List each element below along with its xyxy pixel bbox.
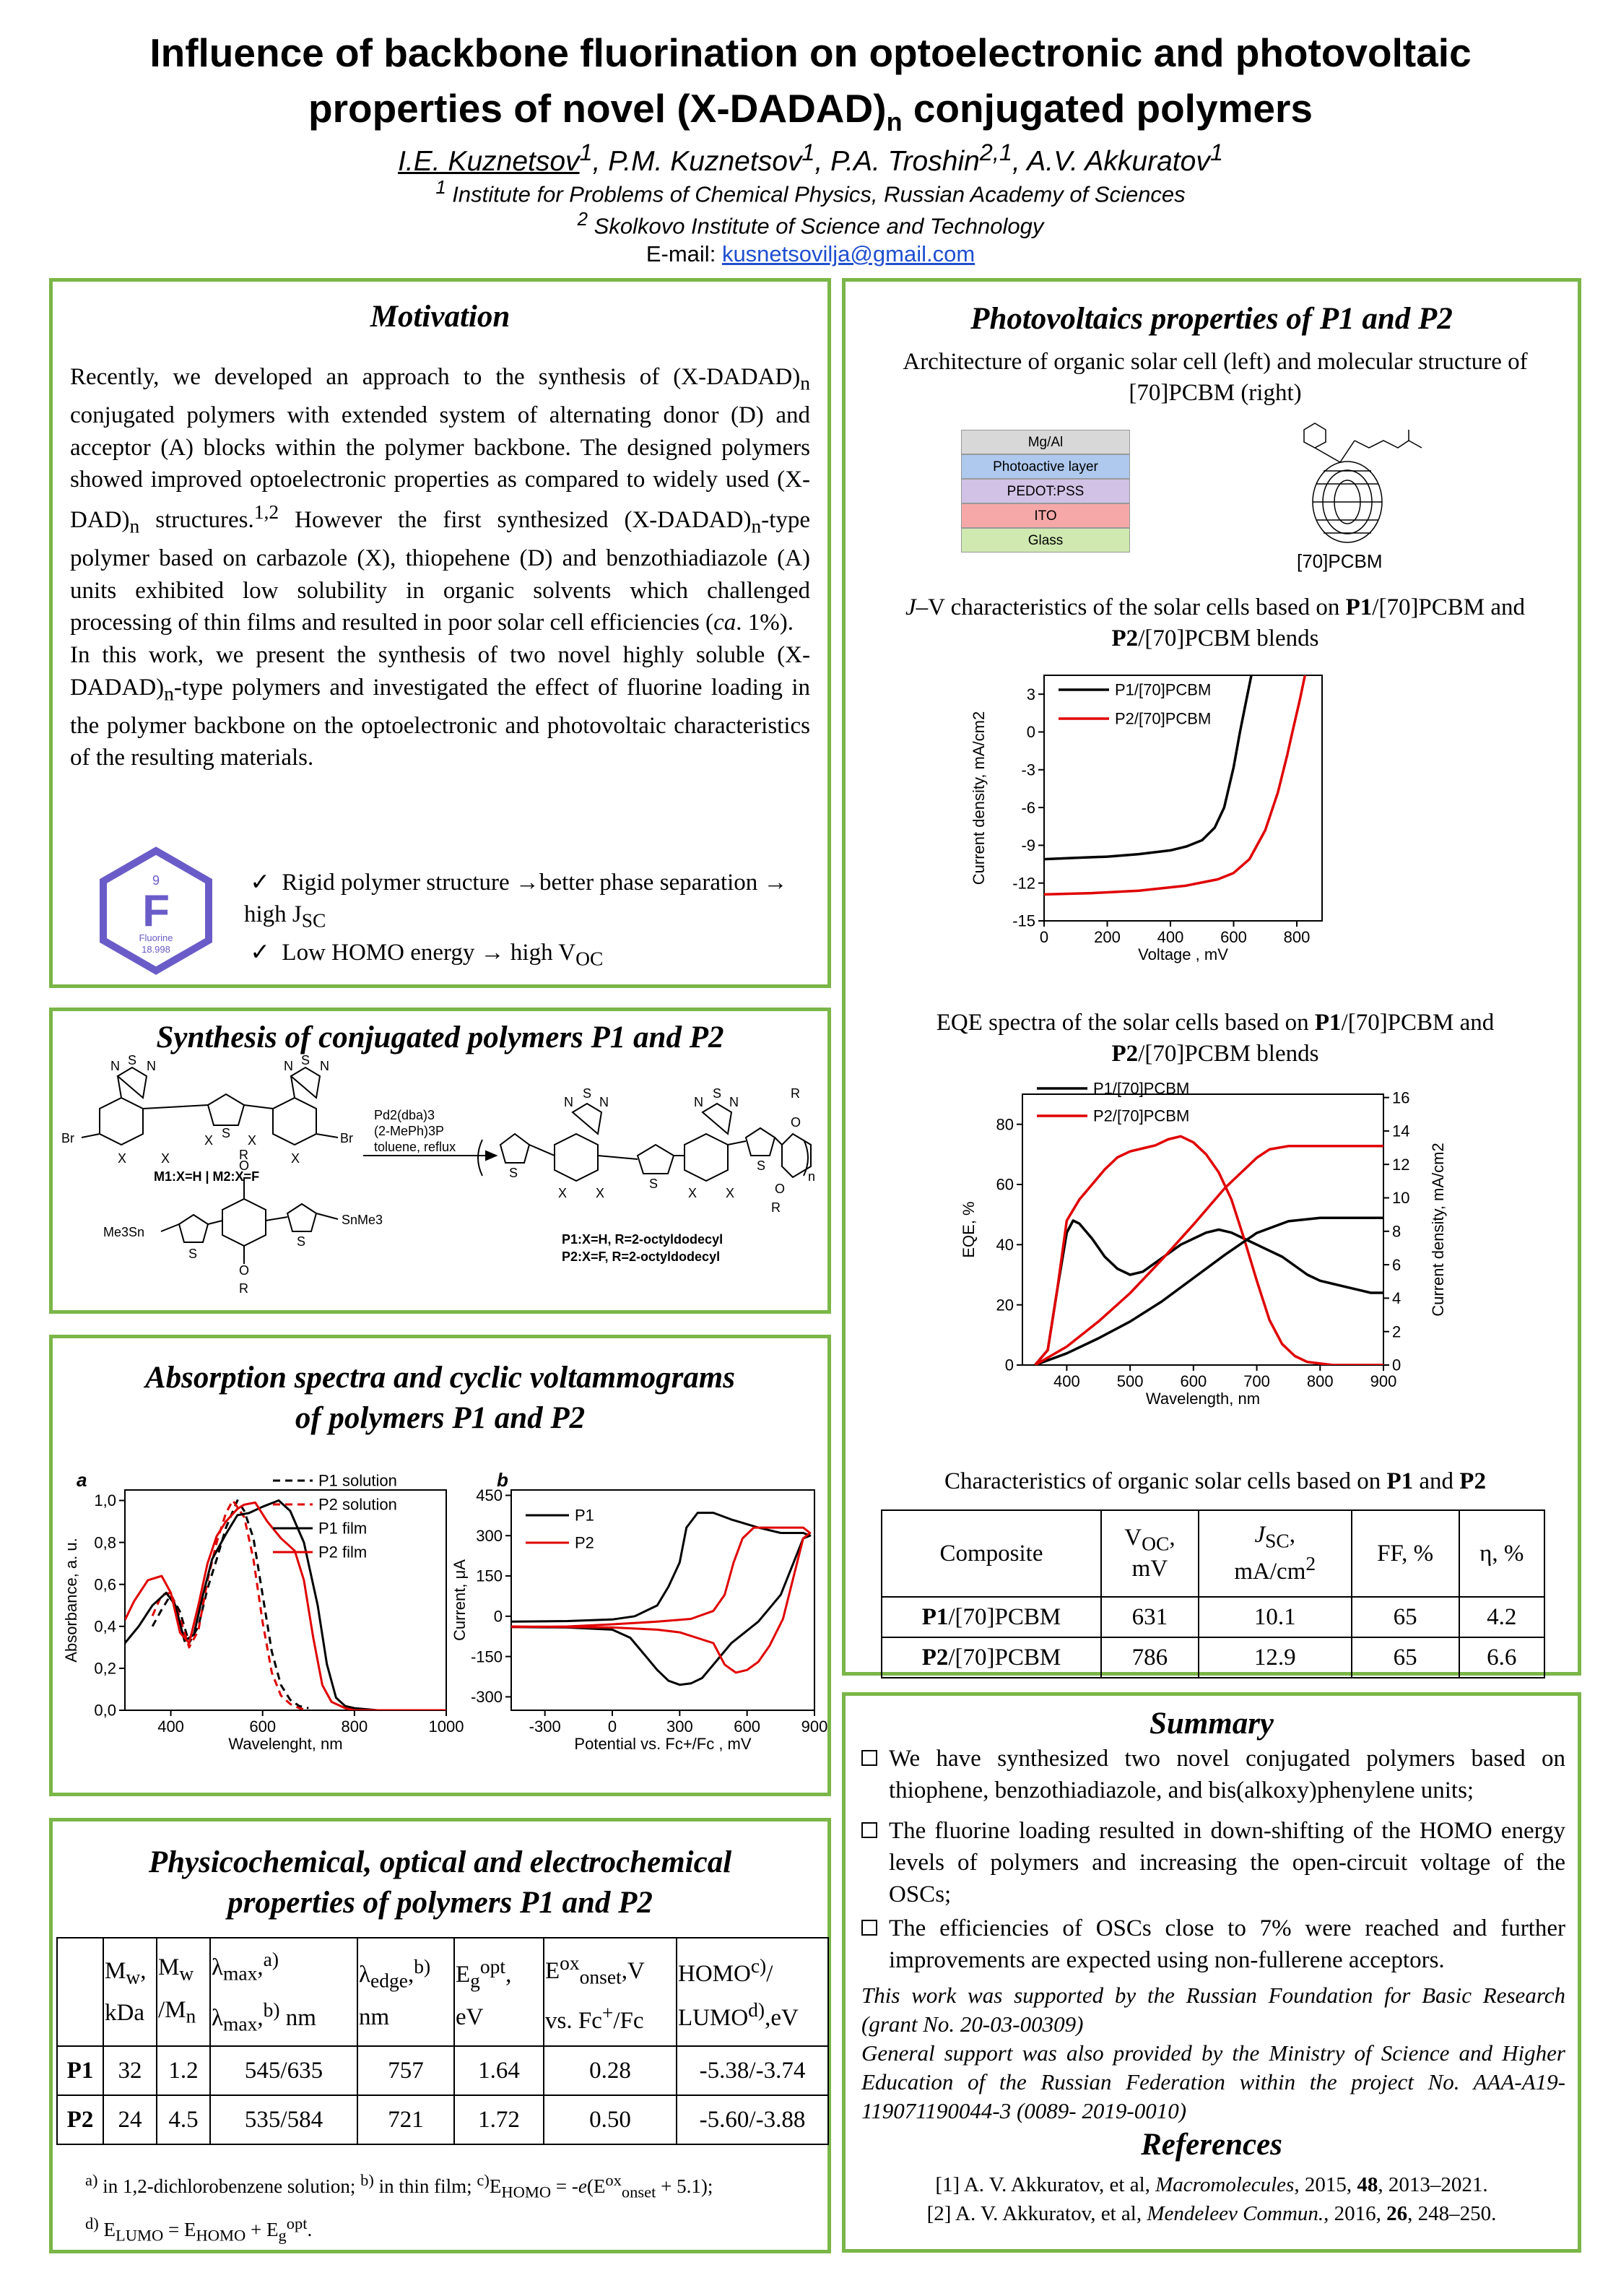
svg-text:S: S (128, 1053, 137, 1067)
svg-text:X: X (248, 1133, 257, 1148)
legend-label: P1/[70]PCBM (1115, 680, 1212, 699)
summary-title: Summary (1149, 1707, 1274, 1741)
cv-chart (453, 1465, 829, 1790)
series-line-3 (1035, 1146, 1384, 1365)
affiliation-2: $^2$ Skolkovo Institute of Science and Technology (577, 209, 1044, 239)
synthesis-panel (49, 1008, 831, 1314)
device-layer: Mg/Al (961, 430, 1130, 454)
summary-item-2: The fluorine loading resulted in down-shifting of the HOMO energy levels of polymers and increasing the open-circuit voltage of the OSCs; (861, 1815, 1565, 1910)
x-tick-label: 900 (1370, 1372, 1397, 1390)
svg-text:X: X (688, 1186, 697, 1200)
svg-text:O: O (239, 1158, 250, 1173)
motivation-title: Motivation (370, 300, 510, 334)
summary-bullet-icon (861, 1822, 877, 1838)
svg-text:toluene, reflux: toluene, reflux (374, 1140, 456, 1154)
svg-text:M1:X=H | M2:X=F: M1:X=H | M2:X=F (154, 1169, 260, 1184)
physchem-row-p2: P2 24 4.5 535/584 721 1.72 0.50 -5.60/-3.88 (57, 2095, 828, 2144)
svg-text:Br: Br (340, 1131, 353, 1145)
y2-tick-label: 2 (1392, 1322, 1401, 1341)
y-tick-label: 0 (1004, 1356, 1014, 1374)
svg-text:P2:X=F, R=2-octyldodecyl: P2:X=F, R=2-octyldodecyl (562, 1249, 721, 1264)
x-tick-label: 400 (1053, 1372, 1080, 1390)
x-tick-label: 800 (1306, 1372, 1334, 1390)
absorption-title-line1: Absorption spectra and cyclic voltammograms (145, 1361, 735, 1395)
svg-text:F: F (142, 886, 170, 936)
svg-text:N: N (729, 1095, 739, 1109)
y-tick-label: 0,4 (94, 1617, 116, 1636)
x-axis-label: Potential vs. Fc+/Fc , mV (574, 1735, 752, 1754)
pcbm-label: [70]PCBM (1297, 550, 1383, 572)
y2-tick-label: 14 (1392, 1122, 1410, 1140)
y-tick-label: 450 (476, 1486, 503, 1505)
series-line-0 (511, 1513, 810, 1685)
summary-bullet-icon (861, 1920, 877, 1936)
summary-bullet-icon (861, 1750, 877, 1766)
physchem-footnotes: $^{a)}$ in 1,2-dichlorobenzene solution; $^{b)}$ in thin film; $^{c)}E_{HOMO} = -e(E^{ox}_{onset} + 5.1)$; $^{d)}$ $E_{LUMO} = E_{HOMO} + E_g^{opt}$. (85, 2171, 713, 2245)
legend-label: P2 (575, 1533, 594, 1552)
svg-text:X: X (596, 1186, 605, 1200)
svg-text:X: X (118, 1151, 127, 1166)
y2-tick-label: 8 (1392, 1222, 1401, 1241)
x-tick-label: -300 (529, 1717, 561, 1736)
svg-text:N: N (694, 1095, 703, 1109)
y-tick-label: 0,0 (94, 1701, 116, 1720)
y-tick-label: -150 (470, 1647, 503, 1666)
svg-text:R: R (791, 1086, 800, 1101)
svg-text:Br: Br (61, 1131, 74, 1145)
poster-title-line1: Influence of backbone fluorination on optoelectronic and photovoltaic (149, 30, 1472, 75)
y-tick-label: -12 (1012, 874, 1035, 893)
authors: I.E. Kuznetsov$^1$, P.M. Kuznetsov$^1$, P.A. Troshin$^{2,1}$, A.V. Akkuratov$^1$ (398, 139, 1223, 177)
svg-text:R: R (239, 1148, 248, 1162)
y-tick-label: -300 (470, 1688, 503, 1707)
y-tick-label: 0 (1026, 723, 1035, 742)
plot-frame (1022, 1094, 1383, 1365)
x-tick-label: 600 (1220, 928, 1247, 946)
y-tick-label: 60 (996, 1175, 1014, 1194)
synthesis-scheme (53, 1054, 827, 1314)
synthesis-title: Synthesis of conjugated polymers P1 and P2 (156, 1021, 724, 1054)
eqe-chart (954, 1073, 1452, 1419)
summary-item-3: The efficiencies of OSCs close to 7% were reached and further improvements are expected using non-fullerene acceptors. (861, 1912, 1565, 1976)
pv-row-p2: P2/[70]PCBM 786 12.9 65 6.6 (882, 1637, 1544, 1678)
svg-text:R: R (239, 1281, 248, 1296)
legend-label: P2 film (318, 1543, 368, 1561)
email-link[interactable]: kusnetsovilja@gmail.com (721, 241, 975, 267)
poster-title-line2: properties of novel $(X-DADAD)_n$ conjugated polymers (308, 86, 1313, 137)
author-name: P.A. Troshin (830, 146, 980, 177)
affiliation-1: $^1$ Institute for Problems of Chemical Physics, Russian Academy of Sciences (435, 178, 1186, 207)
y-tick-label: -6 (1021, 798, 1035, 817)
svg-text:O: O (791, 1115, 801, 1130)
author-affiliation-mark: 1 (579, 139, 593, 165)
author-name: P.M. Kuznetsov (608, 146, 802, 177)
x-axis-label: Wavelength, nm (1145, 1390, 1261, 1408)
y-axis-label: Absorbance, a. u. (62, 1538, 80, 1663)
svg-text:N: N (599, 1095, 609, 1109)
svg-text:O: O (239, 1263, 250, 1278)
x-tick-label: 300 (666, 1717, 693, 1736)
author-affiliation-mark: 1 (1209, 139, 1223, 165)
motivation-panel (49, 278, 831, 988)
y2-tick-label: 16 (1392, 1088, 1410, 1107)
y2-tick-label: 0 (1392, 1356, 1401, 1374)
x-tick-label: 900 (801, 1717, 828, 1736)
y-tick-label: 300 (476, 1526, 503, 1545)
physchem-row-p1: P1 32 1.2 545/635 757 1.64 0.28 -5.38/-3.74 (57, 2046, 828, 2095)
svg-text:18.998: 18.998 (142, 944, 170, 955)
y-axis-label: Current density, mA/cm2 (970, 711, 988, 885)
svg-text:S: S (509, 1166, 518, 1180)
email-line: E-mail: kusnetsovilja@gmail.com (646, 241, 975, 267)
pv-title: Photovoltaics properties of P1 and P2 (970, 302, 1453, 336)
svg-text:X: X (204, 1133, 214, 1148)
pv-table-caption: Characteristics of organic solar cells based on P1 and P2 (944, 1468, 1486, 1494)
jv-caption: J–V characteristics of the solar cells based on P1/[70]PCBM and P2/[70]PCBM blends (905, 594, 1526, 651)
physchem-title-line2: properties of polymers P1 and P2 (227, 1886, 653, 1920)
svg-text:S: S (713, 1086, 722, 1101)
y2-axis-label: Current density, mA/cm2 (1429, 1143, 1447, 1317)
y-axis-label: Current, μA (451, 1559, 469, 1641)
device-layer: ITO (961, 503, 1130, 528)
series-line-2 (1035, 1218, 1384, 1365)
svg-text:S: S (649, 1177, 659, 1191)
pv-row-p1: P1/[70]PCBM 631 10.1 65 4.2 (882, 1597, 1544, 1637)
y-tick-label: 150 (476, 1567, 503, 1585)
svg-text:n: n (808, 1169, 816, 1184)
x-tick-label: 700 (1243, 1372, 1270, 1390)
y2-tick-label: 12 (1392, 1155, 1410, 1174)
physchem-title-line1: Physicochemical, optical and electrochemical (148, 1845, 732, 1879)
series-line-0 (1044, 631, 1259, 859)
summary-item-1: We have synthesized two novel conjugated polymers based on thiophene, benzothiadiazole, and bis(alkoxy)phenylene units; (861, 1743, 1565, 1806)
svg-text:S: S (583, 1086, 592, 1101)
author-affiliation-mark: 1 (801, 139, 815, 165)
x-axis-label: Voltage , mV (1138, 945, 1228, 964)
svg-text:S: S (297, 1234, 306, 1249)
advantage-1: ✓ Rigid polymer structure →better phase separation → high $J_{SC}$ (244, 870, 788, 932)
legend-label: P1 film (318, 1519, 368, 1538)
physchem-panel (49, 1818, 831, 2253)
legend-label: P1 solution (318, 1471, 397, 1490)
motivation-text: Recently, we developed an approach to the synthesis of $(X-DADAD)_n$ conjugated polymers with extended system of alternating donor (D) and acceptor (A) blocks within the polymer backbone. The designed polymers showed improved optoelectronic properties as compared to widely used $(X-DAD)_n$ structures.$^{1,2}$ However the first synthesized $(X-DADAD)_n$-type polymer based on carbazole (X), thiopehene (D) and benzothiadiazole (A) units exhibited low solubility in organic solvents which challenged processing of thin films and resulted in poor solar cell efficiencies (ca. 1%). In this work, we present the synthesis of two novel highly soluble $(X-DADAD)_n$-type polymers and investigated the effect of fluorine loading in the polymer backbone on the optoelectronic and photovoltaic characteristics of the resulting materials. (70, 364, 811, 771)
device-layer: Glass (961, 528, 1130, 553)
x-tick-label: 800 (341, 1717, 368, 1736)
svg-text:(2-MePh)3P: (2-MePh)3P (374, 1124, 445, 1138)
reference-2: [2] A. V. Akkuratov, et al, Mendeleev Commun., 2016, 26, 248–250. (926, 2202, 1497, 2225)
x-tick-label: 600 (1180, 1372, 1207, 1390)
device-layer: PEDOT:PSS (961, 479, 1130, 503)
references-title: References (1141, 2128, 1282, 2162)
svg-text:9: 9 (152, 873, 160, 888)
svg-text:N: N (147, 1059, 156, 1073)
y-tick-label: 0 (493, 1607, 503, 1626)
svg-text:S: S (301, 1053, 310, 1067)
legend-label: P2 solution (318, 1495, 397, 1514)
pv-table: Composite $V_{OC}$, mV $J_{SC}$, $mA/cm^2$ FF, % η, % P1/[70]PCBM 631 10.1 65 4.2 P2/[70]PCBM 786 12.9 65 6.6 (881, 1509, 1545, 1678)
svg-text:R: R (771, 1200, 781, 1215)
author-name: I.E. Kuznetsov (398, 146, 580, 177)
y-tick-label: 0,2 (94, 1659, 116, 1678)
acknowledgement-1: This work was supported by the Russian Foundation for Basic Research (grant No. 20-03-00309) (861, 1983, 1565, 2037)
svg-text:Fluorine: Fluorine (139, 932, 173, 943)
panel-label: b (497, 1469, 508, 1491)
absorption-panel (49, 1335, 831, 1796)
y-tick-label: -9 (1021, 836, 1035, 855)
x-tick-label: 800 (1283, 928, 1311, 946)
y-tick-label: 0,8 (94, 1533, 116, 1552)
y-tick-label: 40 (996, 1236, 1014, 1255)
y2-tick-label: 6 (1392, 1255, 1401, 1274)
svg-text:S: S (222, 1126, 231, 1140)
physchem-table: $M_w$, kDa $M_w$ $/M_n$ $\lambda_{max},^{a)}$ $\lambda_{max},^{b)}$ nm $\lambda_{edge},^{b)}$ nm $E_g^{opt}$, eV $E^{ox}_{onset},V$ vs. Fc+/Fc HOMO$^{c)}$/ LUMO$^{d)}$,eV P1 32 1.2 545/635 757 1.64 0.28 -5.38/-3.74 P2 24 4.5 535/584 721 1.72 0.50 -5.60/-3.88 (56, 1937, 829, 2145)
acknowledgement-2: General support was also provided by the Ministry of Science and Higher Education of the Russian Federation within the project No. AAA-A19-119071190044-3 (0089- 2019-0010) (861, 2040, 1565, 2123)
svg-text:SnMe3: SnMe3 (342, 1213, 383, 1227)
svg-text:N: N (320, 1059, 329, 1073)
svg-text:Me3Sn: Me3Sn (103, 1225, 145, 1239)
y-tick-label: 1,0 (94, 1491, 116, 1510)
advantage-2: ✓ Low HOMO energy → high $V_{OC}$ (250, 939, 604, 970)
svg-text:X: X (558, 1186, 568, 1200)
svg-text:S: S (757, 1158, 766, 1173)
photovoltaics-panel (842, 278, 1581, 1676)
advantages-list (244, 867, 793, 974)
x-tick-label: 1000 (428, 1717, 464, 1736)
author-affiliation-mark: 2,1 (979, 139, 1012, 165)
legend-label: P2/[70]PCBM (1093, 1106, 1190, 1125)
svg-text:N: N (284, 1059, 293, 1073)
y2-tick-label: 4 (1392, 1289, 1401, 1308)
svg-text:X: X (161, 1151, 170, 1166)
x-tick-label: 400 (1157, 928, 1184, 946)
svg-text:N: N (564, 1095, 573, 1109)
y-tick-label: 0,6 (94, 1575, 116, 1594)
svg-text:P1:X=H, R=2-octyldodecyl: P1:X=H, R=2-octyldodecyl (562, 1232, 723, 1247)
svg-text:X: X (726, 1186, 735, 1200)
legend-label: P1 (575, 1506, 594, 1525)
absorption-chart (56, 1465, 464, 1790)
y-tick-label: 3 (1026, 685, 1035, 703)
svg-text:X: X (291, 1151, 300, 1166)
x-tick-label: 600 (734, 1717, 761, 1736)
y-tick-label: -15 (1012, 911, 1035, 930)
pv-architecture-caption: Architecture of organic solar cell (left) and molecular structure of [70]PCBM (right) (903, 349, 1528, 406)
series-line-3 (125, 1502, 446, 1710)
absorption-title-line2: of polymers P1 and P2 (295, 1401, 586, 1435)
jv-chart (968, 661, 1344, 979)
summary-panel (842, 1692, 1581, 2253)
y-tick-label: -3 (1021, 761, 1035, 779)
legend-label: P2/[70]PCBM (1115, 709, 1212, 728)
y-tick-label: 80 (996, 1115, 1014, 1134)
plot-frame (511, 1490, 814, 1710)
y-axis-label: EQE, % (960, 1201, 978, 1258)
svg-text:Pd2(dba)3: Pd2(dba)3 (374, 1108, 435, 1122)
y2-tick-label: 10 (1392, 1189, 1410, 1208)
eqe-caption: EQE spectra of the solar cells based on P1/[70]PCBM and P2/[70]PCBM blends (936, 1010, 1495, 1067)
legend-label: P1/[70]PCBM (1093, 1079, 1190, 1098)
series-line-1 (1044, 631, 1313, 894)
reference-1: [1] A. V. Akkuratov, et al, Macromolecules, 2015, 48, 2013–2021. (935, 2173, 1488, 2196)
y-tick-label: 20 (996, 1296, 1014, 1314)
pcbm-structure (1279, 419, 1423, 563)
x-axis-label: Wavelenght, nm (228, 1735, 343, 1754)
x-tick-label: 600 (249, 1717, 277, 1736)
fluorine-element-icon (95, 845, 217, 975)
svg-text:N: N (110, 1059, 120, 1073)
device-architecture (961, 430, 1130, 553)
x-tick-label: 0 (607, 1717, 617, 1736)
x-tick-label: 0 (1039, 928, 1049, 946)
x-tick-label: 400 (157, 1717, 184, 1736)
svg-text:O: O (775, 1182, 786, 1196)
device-layer: Photoactive layer (961, 454, 1130, 479)
x-tick-label: 200 (1094, 928, 1121, 946)
svg-text:S: S (188, 1247, 198, 1261)
author-name: A.V. Akkuratov (1027, 146, 1210, 177)
panel-label: a (77, 1469, 87, 1491)
x-tick-label: 500 (1116, 1372, 1144, 1390)
